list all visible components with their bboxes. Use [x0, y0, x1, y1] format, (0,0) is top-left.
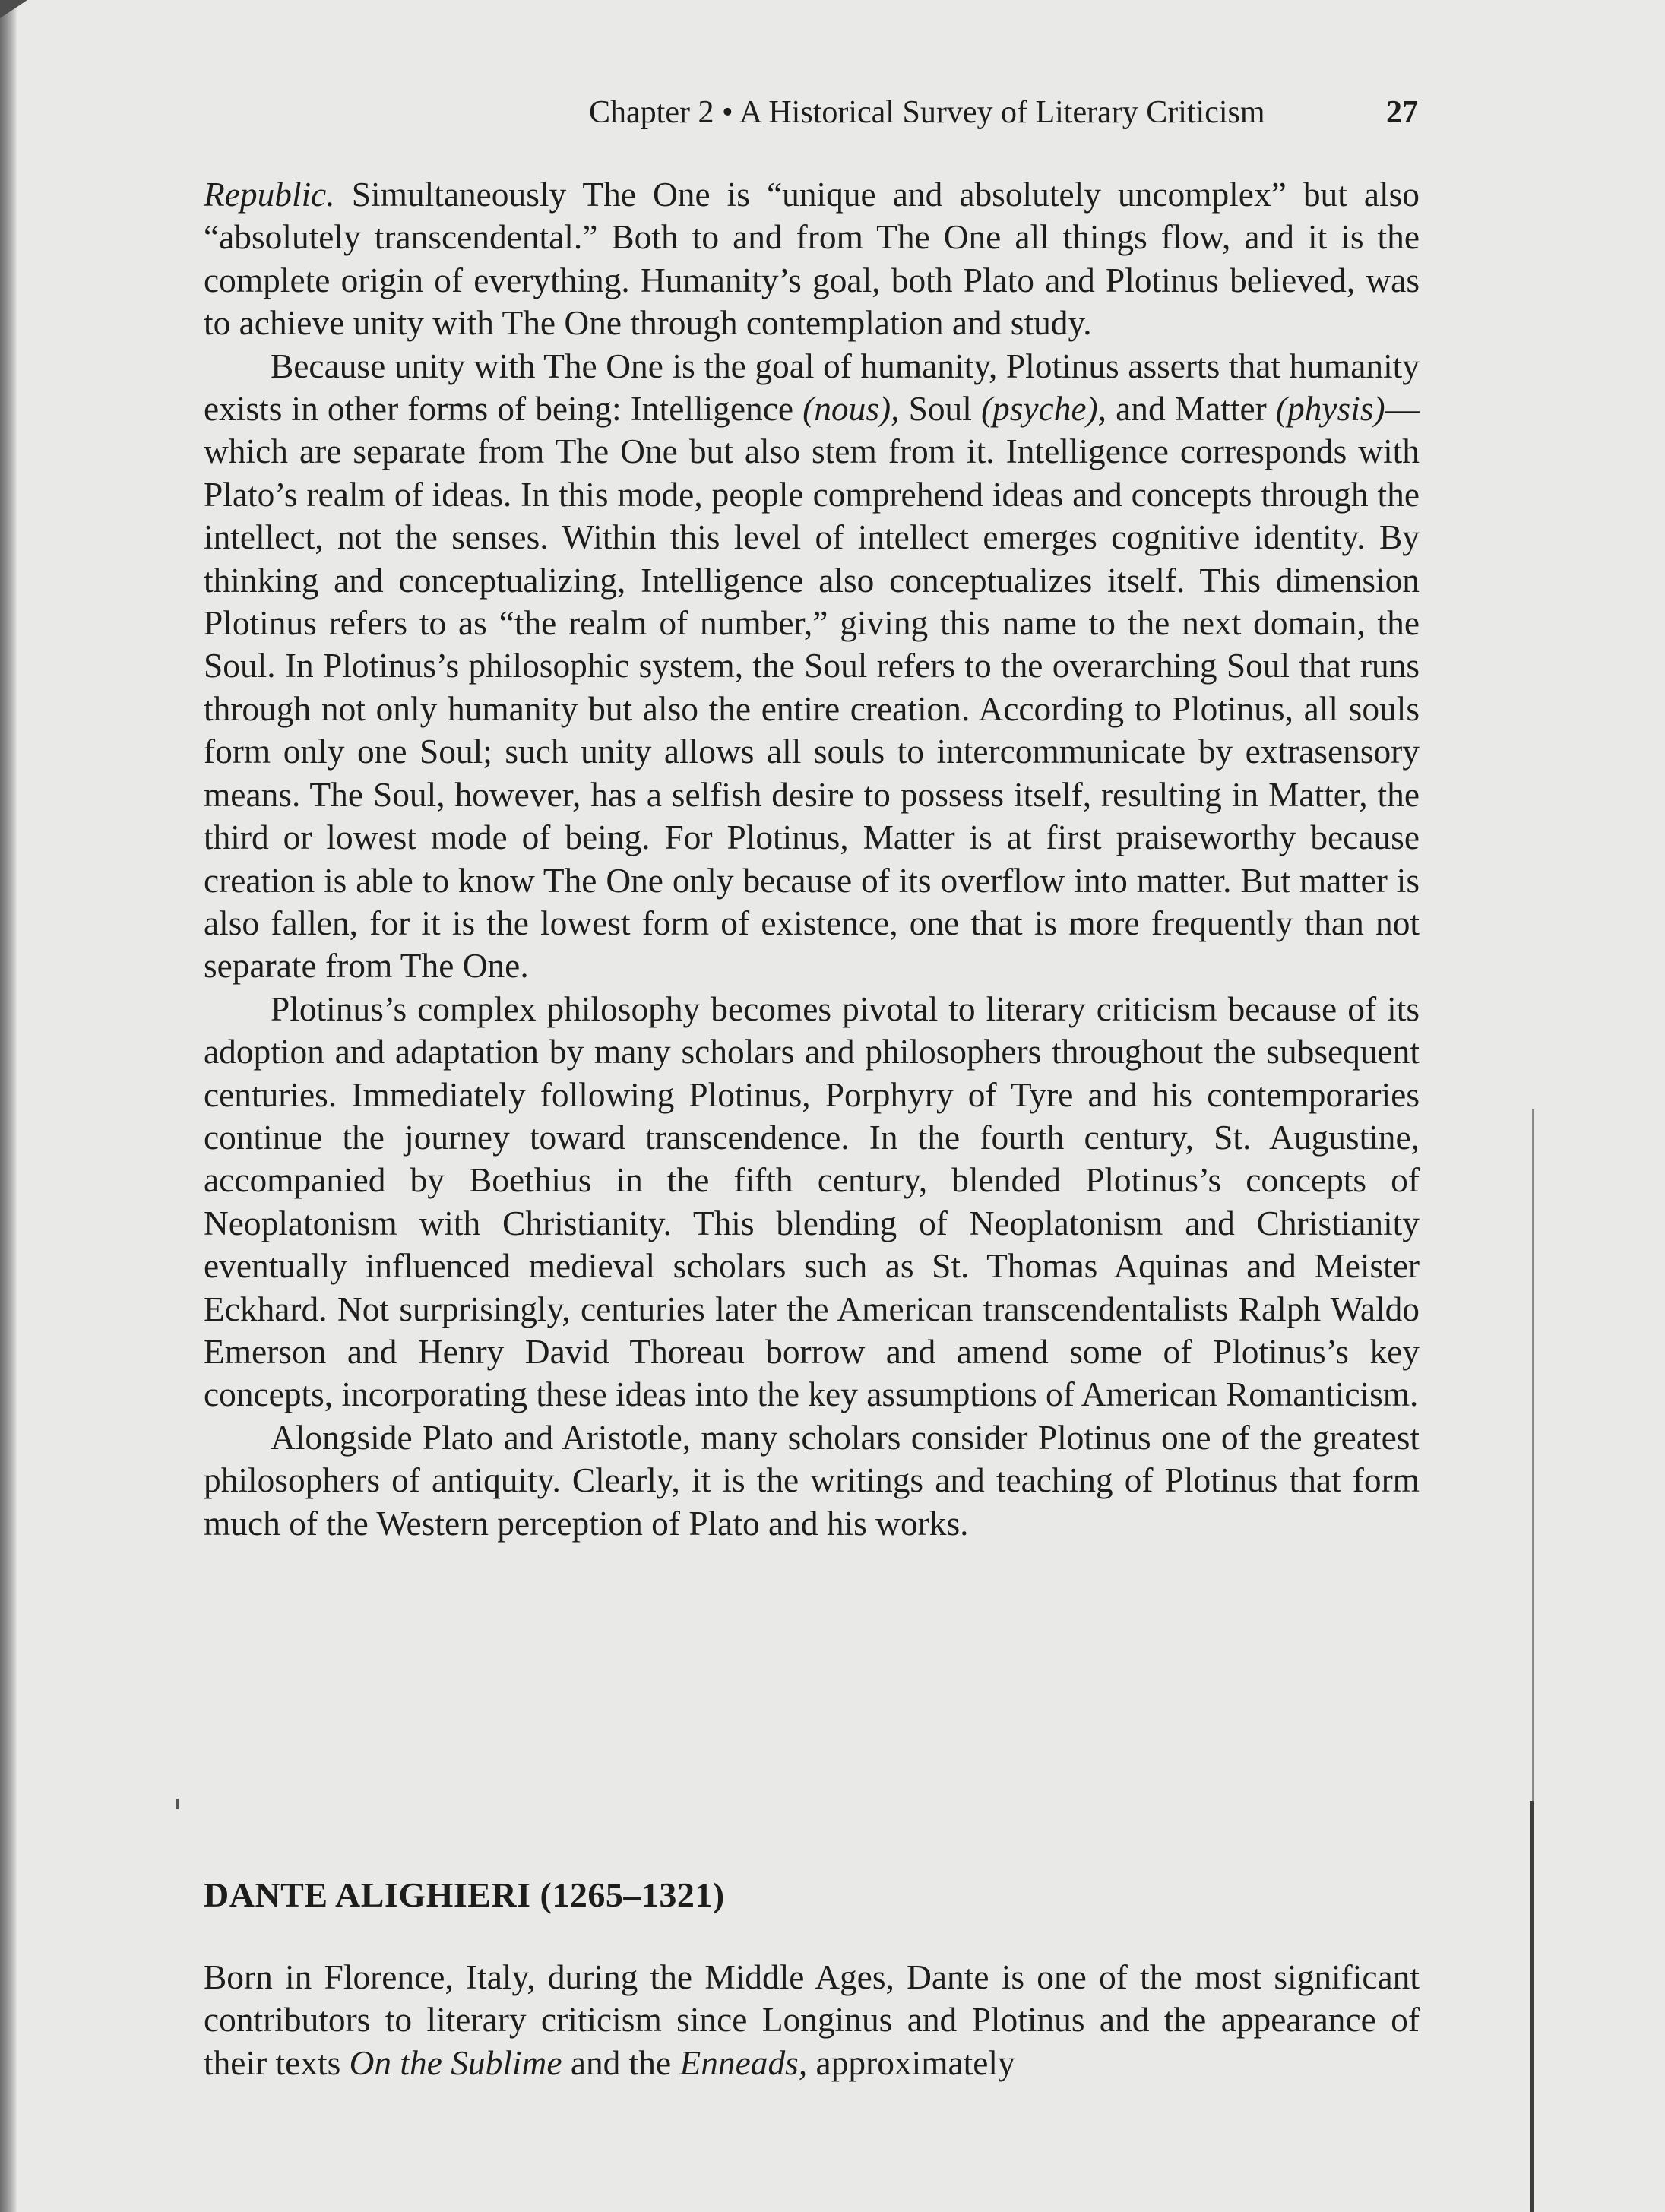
paragraph [204, 1956, 1420, 2084]
stray-ink-mark [176, 1799, 179, 1809]
paragraph [204, 988, 1420, 1416]
scan-edge-line-dark [1530, 1801, 1534, 2212]
text-run: Born in Florence, Italy, during the Middle Ages, Dante is one of the most significant contributors to literary criticism since Longinus and Plotinus and the appearance of their texts [204, 1958, 1420, 2082]
text-run: Plotinus’s complex philosophy becomes pivotal to literary criticism because of its adoption and adaptation by many scholars and philosophers throughout the subsequent centuries. Immediately following Plotinus, Porphyry of Tyre and his contemporaries continue the journey toward transcendence. In the fourth century, St. Augustine, accompanied by Boethius in the fifth century, blended Plotinus’s concepts of Neoplatonism with Christianity. This blending of Neoplatonism and Christianity eventually influenced medieval scholars such as St. Thomas Aquinas and Meister Eckhard. Not surprisingly, centuries later the American transcendentalists Ralph Waldo Emerson and Henry David Thoreau borrow and amend some of Plotinus’s key concepts, incorporating these ideas into the key assumptions of American Romanticism. [204, 989, 1420, 1414]
text-run: Because unity with The One is the goal of humanity, Plotinus asserts that humanity exists in other forms of being: Intelligence [204, 347, 1420, 429]
section-heading: DANTE ALIGHIERI (1265–1321) [204, 1875, 725, 1914]
text-run: —which are separate from The One but also stem from it. Intelligence corresponds with Plato’s realm of ideas. In this mode, people comprehend ideas and concepts through the intellect, not the senses. Within this level of intellect emerges cognitive identity. By thinking and conceptualizing, Intelligence also conceptualizes itself. This dimension Plotinus refers to as “the realm of number,” giving this name to the next domain, the Soul. In Plotinus’s philosophic system, the Soul refers to the overarching Soul that runs through not only humanity but also the entire creation. According to Plotinus, all souls form only one Soul; such unity allows all souls to intercommunicate by extrasensory means. The Soul, however, has a selfish desire to possess itself, resulting in Matter, the third or lowest mode of being. For Plotinus, Matter is at first praiseworthy because creation is able to know The One only because of its overflow into matter. But matter is also fallen, for it is the lowest form of existence, one that is more frequently than not separate from The One. [204, 390, 1420, 986]
text-run: Soul [899, 390, 981, 429]
book-spine-shadow [0, 0, 17, 2212]
corner-fold-mark [0, 0, 27, 18]
text-run: approximately [807, 2043, 1015, 2082]
text-run: and Matter [1106, 390, 1276, 429]
text-run: Simultaneously The One is “unique and absolutely uncomplex” but also “absolutely transcendental.” Both to and from The One all things flow, and it is the complete origin of everything. Humanity’s goal, both Plato and Plotinus believed, was to achieve unity with The One through contemplation and study. [204, 176, 1420, 343]
text-run: Enneads, [679, 2043, 808, 2082]
paragraph [204, 1416, 1420, 1545]
running-head: Chapter 2 • A Historical Survey of Literary Criticism [589, 95, 1265, 130]
text-run: (physis) [1275, 390, 1385, 429]
text-run: On the Sublime [349, 2043, 562, 2082]
paragraph [204, 345, 1420, 988]
paragraph [204, 173, 1420, 345]
section-body-text [204, 1956, 1420, 2084]
text-run: Alongside Plato and Aristotle, many scholars consider Plotinus one of the greatest philosophers of antiquity. Clearly, it is the writings and teaching of Plotinus that form much of the Western perception of Plato and his works. [204, 1418, 1420, 1543]
text-run: (nous), [802, 390, 900, 429]
text-run: and the [562, 2043, 680, 2082]
text-run: Republic. [204, 176, 335, 214]
page-number: 27 [1386, 95, 1418, 130]
text-run: (psyche), [980, 390, 1107, 429]
body-text [204, 173, 1420, 1545]
